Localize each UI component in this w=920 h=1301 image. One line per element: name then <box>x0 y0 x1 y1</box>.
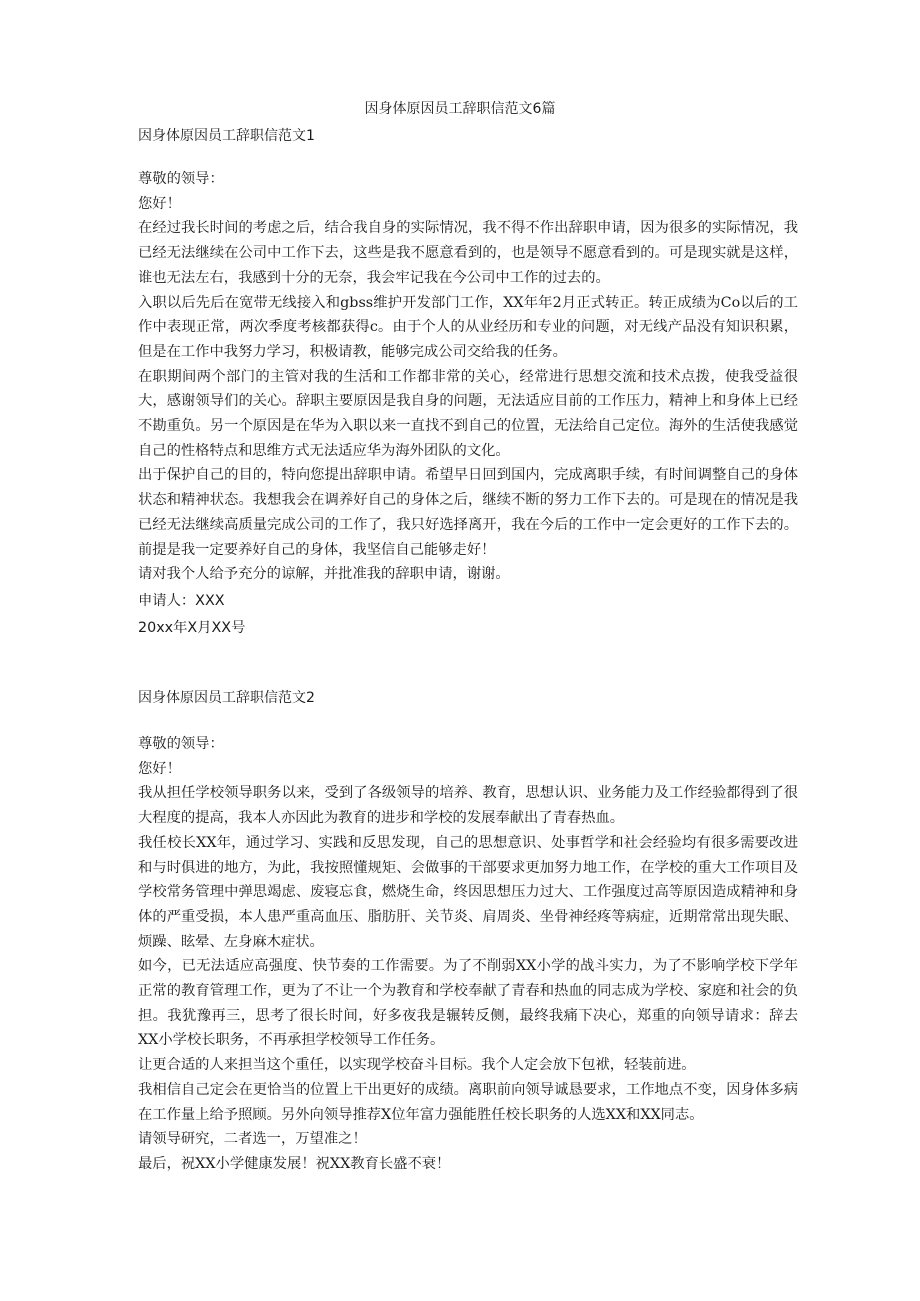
letter1-date: 20xx年X月XX号 <box>138 619 246 636</box>
letter2-paragraph: 让更合适的人来担当这个重任，以实现学校奋斗目标。我个人定会放下包袱，轻装前进。 <box>138 1057 696 1074</box>
letter2-body <box>138 732 798 1177</box>
letter1-paragraph: 请对我个人给予充分的谅解，并批准我的辞职申请，谢谢。 <box>138 566 510 583</box>
letter2-paragraph: 我相信自己定会在更恰当的位置上干出更好的成绩。离职前向领导诚恳要求，工作地点不变，因身体多病在工作量上给予照顾。另外向领导推荐X位年富力强能胜任校长职务的人选XX和XX同志。 <box>138 1081 798 1123</box>
letter1-salutation: 尊敬的领导： <box>138 171 224 187</box>
letter2-salutation: 尊敬的领导： <box>138 736 224 752</box>
letter1-body <box>138 167 798 640</box>
letter2-heading: 因身体原因员工辞职信范文2 <box>138 690 315 706</box>
letter1-paragraph: 入职以后先后在宽带无线接入和gbss维护开发部门工作，XX年年2月正式转正。转正成绩为Co以后的工作中表现正常，两次季度考核都获得c。由于个人的从业经历和专业的问题，对无线产品没有知识积累，但是在工作中我努力学习，积极请教，能够完成公司交给我的任务。 <box>138 294 798 360</box>
letter2-paragraph: 最后，祝XX小学健康发展！祝XX教育长盛不衰！ <box>138 1155 451 1172</box>
letter1-paragraph: 出于保护自己的目的，特向您提出辞职申请。希望早日回到国内，完成离职手续，有时间调整自己的身体状态和精神状态。我想我会在调养好自己的身体之后，继续不断的努力工作下去的。可是现在的情况是我已经无法继续高质量完成公司的工作了，我只好选择离开，我在今后的工作中一定会更好的工作下去的。前提是我一定要养好自己的身体，我坚信自己能够走好！ <box>138 467 798 558</box>
letter1-heading: 因身体原因员工辞职信范文1 <box>138 128 315 144</box>
letter2-paragraph: 如今，已无法适应高强度、快节奏的工作需要。为了不削弱XX小学的战斗实力，为了不影响学校下学年正常的教育管理工作，更为了不让一个为教育和学校奉献了青春和热血的同志成为学校、家庭和社会的负担。我犹豫再三，思考了很长时间，好多夜我是辗转反侧，最终我痛下决心，郑重的向领导请求：辞去XX小学校长职务，不再承担学校领导工作任务。 <box>138 958 798 1049</box>
letter2-paragraph: 我从担任学校领导职务以来，受到了各级领导的培养、教育，思想认识、业务能力及工作经验都得到了很大程度的提高，我本人亦因此为教育的进步和学校的发展奉献出了青春热血。 <box>138 785 798 827</box>
letter1-greeting: 您好！ <box>138 195 181 212</box>
letter2-greeting: 您好！ <box>138 760 181 777</box>
letter1-paragraph: 在职期间两个部门的主管对我的生活和工作都非常的关心，经常进行思想交流和技术点拨，使我受益很大，感谢领导们的关心。辞职主要原因是我自身的问题，无法适应目前的工作压力，精神上和身体上已经不勘重负。另一个原因是在华为入职以来一直找不到自己的位置，无法给自己定位。海外的生活使我感觉自己的性格特点和思维方式无法适应华为海外团队的文化。 <box>138 368 798 459</box>
letter2-paragraph: 请领导研究，二者选一，万望准之！ <box>138 1131 367 1148</box>
letter1-paragraph: 在经过我长时间的考虑之后，结合我自身的实际情况，我不得不作出辞职申请，因为很多的实际情况，我已经无法继续在公司中工作下去，这些是我不愿意看到的，也是领导不愿意看到的。可是现实就是这样，谁也无法左右，我感到十分的无奈，我会牢记我在今公司中工作的过去的。 <box>138 220 798 286</box>
document-title: 因身体原因员工辞职信范文6篇 <box>364 101 556 117</box>
letter1-applicant: 申请人：XXX <box>138 592 225 609</box>
letter2-paragraph: 我任校长XX年，通过学习、实践和反思发现，自己的思想意识、处事哲学和社会经验均有很多需要改进和与时俱进的地方，为此，我按照懂规矩、会做事的干部要求更加努力地工作，在学校的重大工作项目及学校常务管理中弹思竭虑、废寝忘食，燃烧生命，终因思想压力过大、工作强度过高等原因造成精神和身体的严重受损，本人患严重高血压、脂肪肝、关节炎、肩周炎、坐骨神经疼等病症，近期常常出现失眠、烦躁、眩晕、左身麻木症状。 <box>138 834 798 950</box>
